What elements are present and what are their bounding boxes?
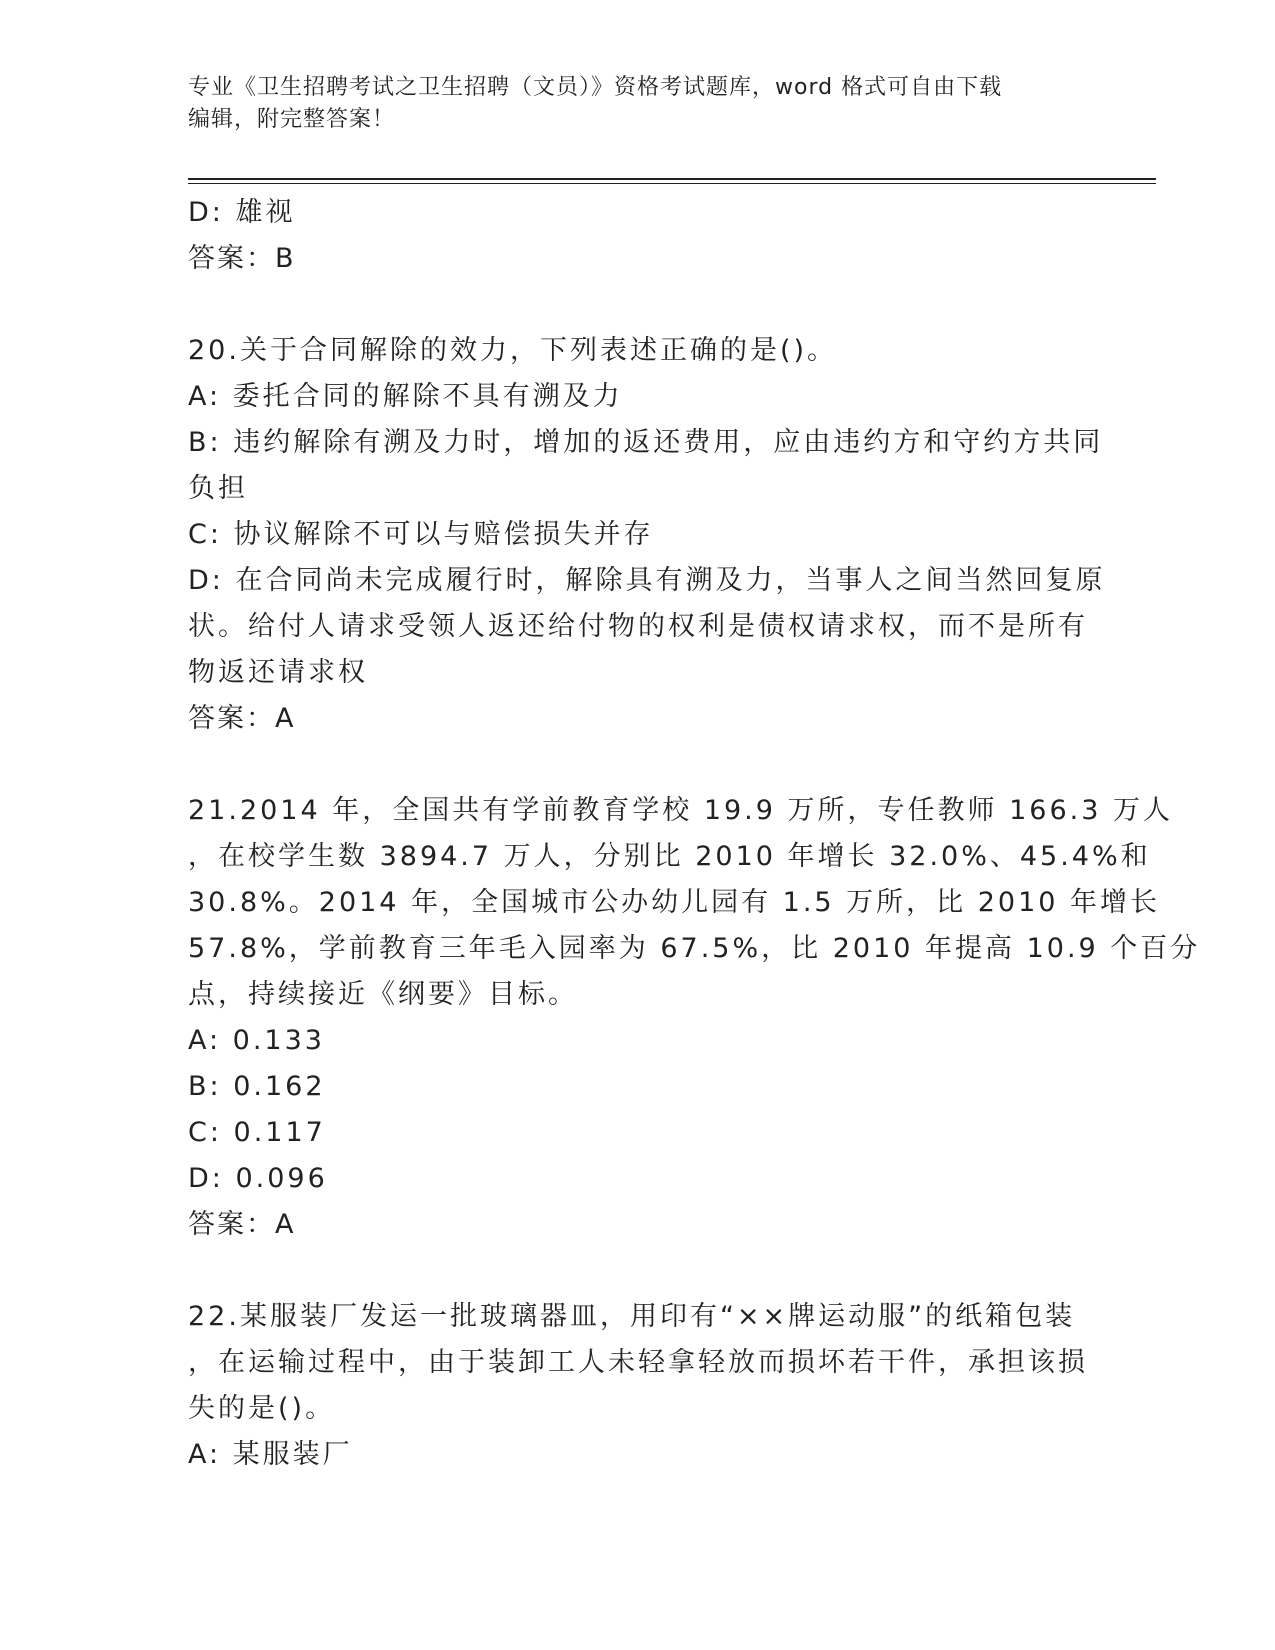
header-divider	[188, 178, 1156, 180]
q22-option-a: A: 某服装厂	[188, 1439, 353, 1470]
q21-stem-line1: 21.2014 年，全国共有学前教育学校 19.9 万所，专任教师 166.3 万人	[188, 795, 1173, 826]
prev-answer: 答案：B	[188, 243, 296, 274]
q22-stem-line2: ，在运输过程中，由于装卸工人未轻拿轻放而损坏若干件，承担该损	[188, 1347, 1088, 1378]
q21-option-d: D: 0.096	[188, 1163, 328, 1194]
q21-option-a: A: 0.133	[188, 1025, 325, 1056]
q21-stem-line4: 57.8%，学前教育三年毛入园率为 67.5%，比 2010 年提高 10.9 个百分	[188, 933, 1201, 964]
spacer	[188, 1248, 1088, 1294]
q20-answer: 答案：A	[188, 703, 296, 734]
q20-option-b-line2: 负担	[188, 473, 248, 504]
spacer	[188, 282, 1088, 328]
q21-option-c: C: 0.117	[188, 1117, 326, 1148]
q20-option-d-line1: D: 在合同尚未完成履行时，解除具有溯及力，当事人之间当然回复原	[188, 565, 1106, 596]
q20-option-d-line2: 状。给付人请求受领人返还给付物的权利是债权请求权，而不是所有	[188, 611, 1088, 642]
header-line-1: 专业《卫生招聘考试之卫生招聘（文员）》资格考试题库，word 格式可自由下载	[188, 75, 1003, 100]
question-content	[188, 190, 1201, 1478]
q21-answer: 答案：A	[188, 1209, 296, 1240]
q21-stem-line3: 30.8%。2014 年，全国城市公办幼儿园有 1.5 万所，比 2010 年增长	[188, 887, 1161, 918]
header-divider-thin	[188, 183, 1156, 184]
q22-stem-line1: 22.某服装厂发运一批玻璃器皿，用印有“××牌运动服”的纸箱包装	[188, 1301, 1076, 1332]
q21-option-b: B: 0.162	[188, 1071, 326, 1102]
q21-stem-line2: ，在校学生数 3894.7 万人，分别比 2010 年增长 32.0%、45.4%和	[188, 841, 1151, 872]
q20-option-d-line3: 物返还请求权	[188, 657, 368, 688]
header-line-2: 编辑，附完整答案！	[188, 107, 396, 132]
q20-option-c: C: 协议解除不可以与赔偿损失并存	[188, 519, 654, 550]
q20-option-a: A: 委托合同的解除不具有溯及力	[188, 381, 623, 412]
q21-stem-line5: 点，持续接近《纲要》目标。	[188, 979, 578, 1010]
prev-option-d: D: 雄视	[188, 197, 296, 228]
q20-stem: 20.关于合同解除的效力，下列表述正确的是()。	[188, 335, 838, 366]
spacer	[188, 742, 1088, 788]
q22-stem-line3: 失的是()。	[188, 1393, 336, 1424]
q20-option-b-line1: B: 违约解除有溯及力时，增加的返还费用，应由违约方和守约方共同	[188, 427, 1104, 458]
document-header	[188, 72, 1088, 136]
